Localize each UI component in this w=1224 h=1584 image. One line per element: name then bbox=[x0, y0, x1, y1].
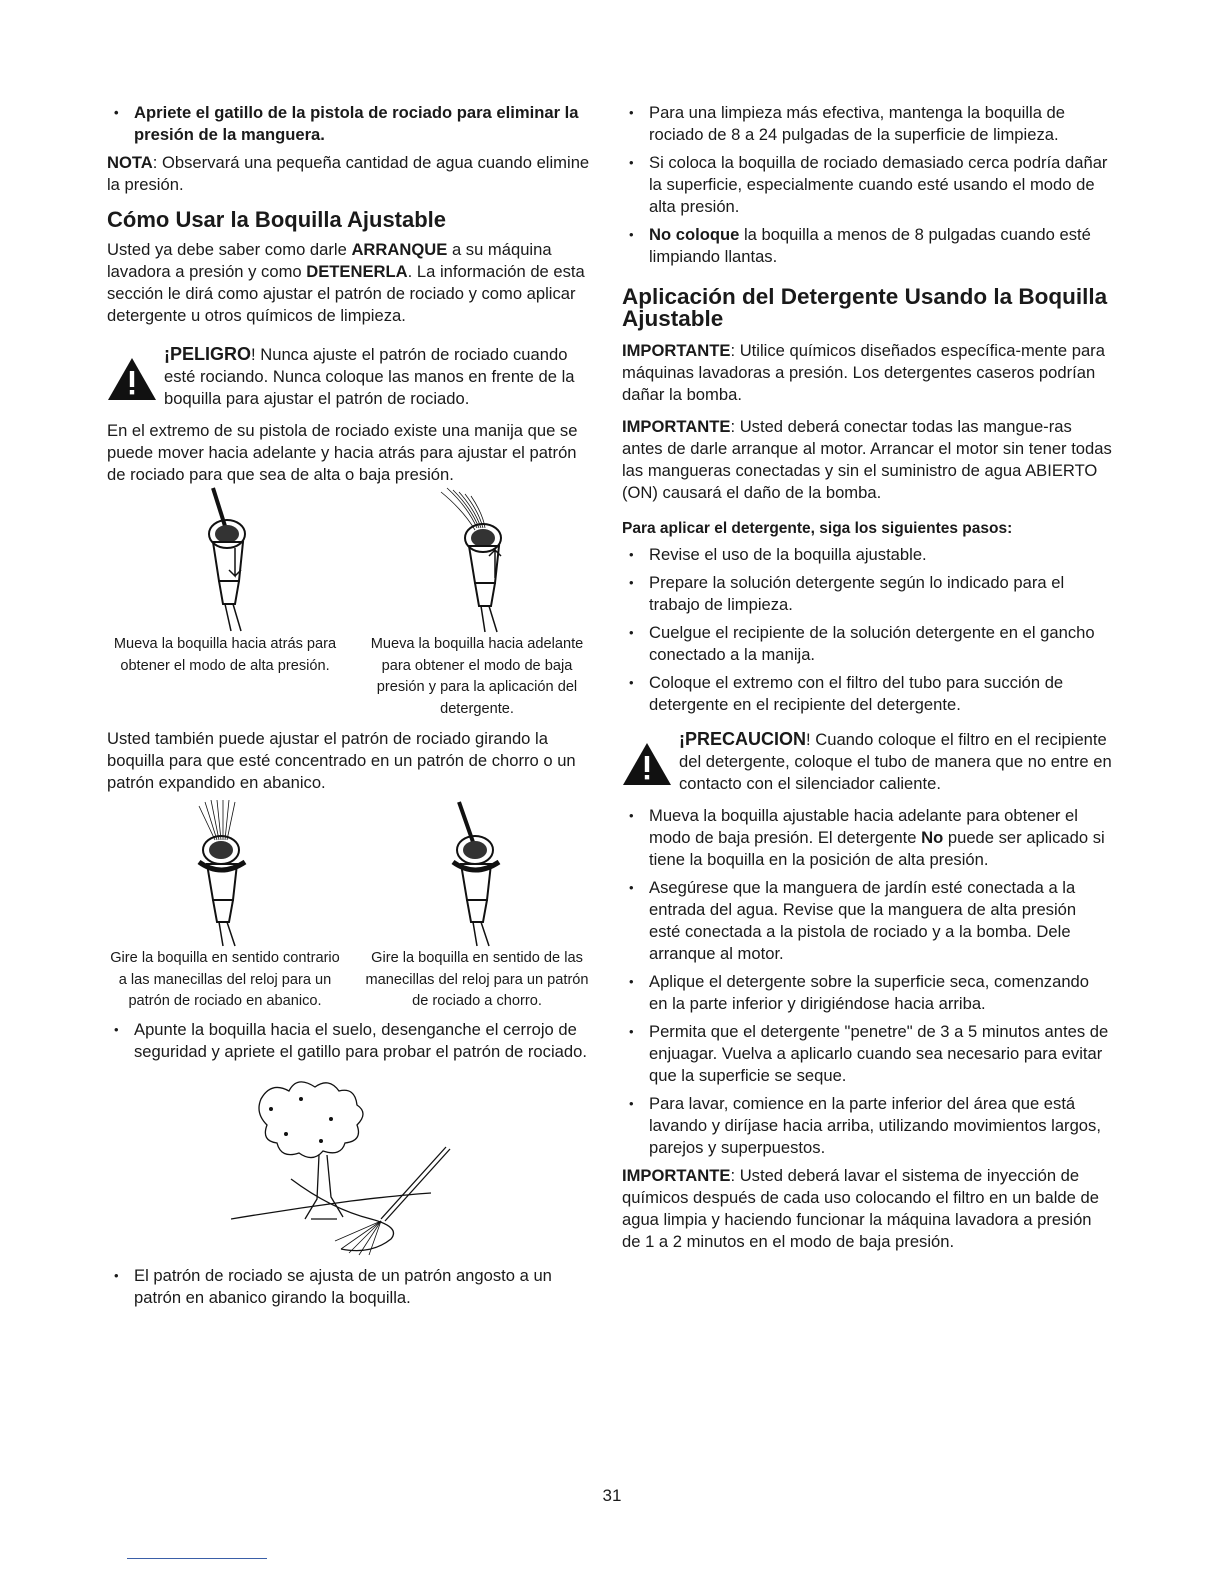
section-heading-adjustable-nozzle: Cómo Usar la Boquilla Ajustable bbox=[107, 207, 447, 232]
important-label-2: IMPORTANTE bbox=[622, 417, 731, 436]
step-place-filter: • Coloque el extremo con el filtro del tubo para succión de detergente en el recipiente del detergente. bbox=[622, 672, 1112, 716]
bullet-tires-bold: No coloque bbox=[649, 225, 740, 244]
step-move-bold: No bbox=[921, 828, 944, 847]
step-review: • Revise el uso de la boquilla ajustable. bbox=[622, 544, 1112, 566]
important-chemicals bbox=[622, 340, 1112, 406]
nota-paragraph bbox=[107, 152, 595, 196]
nozzle-forward-illustration bbox=[407, 486, 547, 634]
intro-paragraph bbox=[107, 239, 595, 327]
warning-triangle-icon bbox=[107, 357, 157, 401]
caption-nozzle-forward: Mueva la boquilla hacia adelante para obtener el modo de baja presión y para la aplicación del detergente. bbox=[370, 636, 584, 717]
step-hang: • Cuelgue el recipiente de la solución detergente en el gancho conectado a la manija. bbox=[622, 622, 1112, 666]
intro-text-3: . La información de esta sección le dirá como ajustar el patrón de rociado y como aplicar detergente u otros químicos de limpieza. bbox=[107, 262, 585, 325]
step-garden-hose: • Asegúrese que la manguera de jardín esté conectada a la entrada del agua. Revise que la manguera de alta presión esté conectada a la pistola de rociado y a la bomba. Dele arranque al motor. bbox=[622, 877, 1112, 965]
figure-nozzle-back bbox=[107, 486, 343, 720]
bullet-relieve-pressure: • Apriete el gatillo de la pistola de rociado para eliminar la presión de la manguera. bbox=[107, 102, 595, 146]
rotate-paragraph: Usted también puede ajustar el patrón de rociado girando la boquilla para que esté concentrado en un patrón de chorro o un patrón expandido en abanico. bbox=[107, 729, 576, 792]
important-flush bbox=[622, 1165, 1112, 1253]
nozzle-jet-illustration bbox=[407, 800, 547, 948]
caption-rotate-ccw: Gire la boquilla en sentido contrario a las manecillas del reloj para un patrón de rociado en abanico. bbox=[110, 950, 340, 1009]
warning-triangle-icon bbox=[622, 742, 672, 786]
intro-bold-stop: DETENERLA bbox=[306, 262, 408, 281]
bullet-tires bbox=[622, 224, 1112, 268]
nozzle-back-illustration bbox=[155, 486, 295, 634]
caution-text: ! Cuando coloque el filtro en el recipiente del detergente, coloque el tubo de manera que no entre en contacto con el silenciador caliente. bbox=[679, 730, 1112, 793]
important-text-1: : Utilice químicos diseñados específica-mente para máquinas lavadoras a presión. Los detergentes caseros podrían dañar la bomba. bbox=[622, 341, 1105, 404]
important-label-3: IMPORTANTE bbox=[622, 1166, 731, 1185]
handle-paragraph: En el extremo de su pistola de rociado existe una manija que se puede mover hacia adelante y hacia atrás para ajustar el patrón de rociado para que sea de alta o baja presión. bbox=[107, 421, 578, 484]
step-soak: • Permita que el detergente "penetre" de 3 a 5 minutos antes de enjuagar. Vuelva a aplicarlo cuando sea necesario para evitar que la superficie se seque. bbox=[622, 1021, 1112, 1087]
caption-nozzle-back: Mueva la boquilla hacia atrás para obtener el modo de alta presión. bbox=[113, 636, 337, 674]
caution-label: ¡PRECAUCION bbox=[679, 729, 807, 749]
step-move-nozzle bbox=[622, 805, 1112, 871]
important-text-3: : Usted deberá lavar el sistema de inyección de químicos después de cada uso colocando el filtro en un balde de agua limpia y haciendo funcionar la máquina lavadora a presión de 1 a 2 minutos en el modo de baja presión. bbox=[622, 1166, 1099, 1251]
step-prepare: • Prepare la solución detergente según lo indicado para el trabajo de limpieza. bbox=[622, 572, 1112, 616]
bullet-pattern-adjust: • El patrón de rociado se ajusta de un patrón angosto a un patrón en abanico girando la boquilla. bbox=[107, 1265, 595, 1309]
step-move-text-a: Mueva la boquilla ajustable hacia adelante para obtener el modo de baja presión. El detergente bbox=[649, 806, 1078, 847]
figure-rotate-ccw bbox=[107, 800, 343, 1013]
nota-text: : Observará una pequeña cantidad de agua cuando elimine la presión. bbox=[107, 153, 590, 194]
nozzle-rotate-figures bbox=[107, 800, 595, 1013]
important-label-1: IMPORTANTE bbox=[622, 341, 731, 360]
important-text-2: : Usted deberá conectar todas las mangue-ras antes de darle arranque al motor. Arrancar el motor sin tener todas las mangueras conectadas y sin el suministro de agua ABIERTO (ON) causará el daño de la bomba. bbox=[622, 417, 1112, 502]
danger-label: ¡PELIGRO bbox=[164, 344, 252, 364]
caption-rotate-cw: Gire la boquilla en sentido de las manecillas del reloj para un patrón de rociado a chorro. bbox=[365, 950, 589, 1009]
left-column bbox=[107, 102, 595, 1315]
figure-rotate-cw bbox=[359, 800, 595, 1013]
page-number: 31 bbox=[602, 1486, 622, 1505]
bullet-too-close: • Si coloca la boquilla de rociado demasiado cerca podría dañar la superficie, especialmente cuando esté usando el modo de alta presión. bbox=[622, 152, 1112, 218]
step-move-text-b: puede ser aplicado si tiene la boquilla en la posición de alta presión. bbox=[649, 828, 1105, 869]
step-wash: • Para lavar, comience en la parte inferior del área que está lavando y diríjase hacia arriba, utilizando movimientos largos, parejos y superpuestos. bbox=[622, 1093, 1112, 1159]
section-heading-detergent: Aplicación del Detergente Usando la Boquilla Ajustable bbox=[622, 284, 1108, 331]
bullet-distance: • Para una limpieza más efectiva, mantenga la boquilla de rociado de 8 a 24 pulgadas de la superficie de limpieza. bbox=[622, 102, 1112, 146]
danger-warning bbox=[107, 343, 595, 410]
footer-rule bbox=[127, 1558, 267, 1559]
figure-nozzle-forward bbox=[359, 486, 595, 720]
intro-bold-start: ARRANQUE bbox=[351, 240, 448, 259]
intro-text-1: Usted ya debe saber como darle bbox=[107, 240, 352, 259]
important-hoses bbox=[622, 416, 1112, 504]
right-column bbox=[622, 102, 1112, 1253]
bullet-tires-text: la boquilla a menos de 8 pulgadas cuando esté limpiando llantas. bbox=[649, 225, 1091, 266]
nota-label: NOTA bbox=[107, 153, 153, 172]
nozzle-slide-figures bbox=[107, 486, 595, 720]
caution-warning bbox=[622, 728, 1112, 795]
steps-title: Para aplicar el detergente, siga los siguientes pasos: bbox=[622, 520, 1013, 537]
tree-spray-illustration bbox=[231, 1069, 471, 1259]
spray-scene-figure bbox=[107, 1069, 595, 1259]
bullet-point-ground: • Apunte la boquilla hacia el suelo, desenganche el cerrojo de seguridad y apriete el gatillo para probar el patrón de rociado. bbox=[107, 1019, 595, 1063]
intro-text-2: a su máquina lavadora a presión y como bbox=[107, 240, 552, 281]
danger-text: ! Nunca ajuste el patrón de rociado cuando esté rociando. Nunca coloque las manos en frente de la boquilla para ajustar el patrón de rociado. bbox=[164, 345, 575, 408]
nozzle-fan-illustration bbox=[155, 800, 295, 948]
step-apply: • Aplique el detergente sobre la superficie seca, comenzando en la parte inferior y dirigiéndose hacia arriba. bbox=[622, 971, 1112, 1015]
